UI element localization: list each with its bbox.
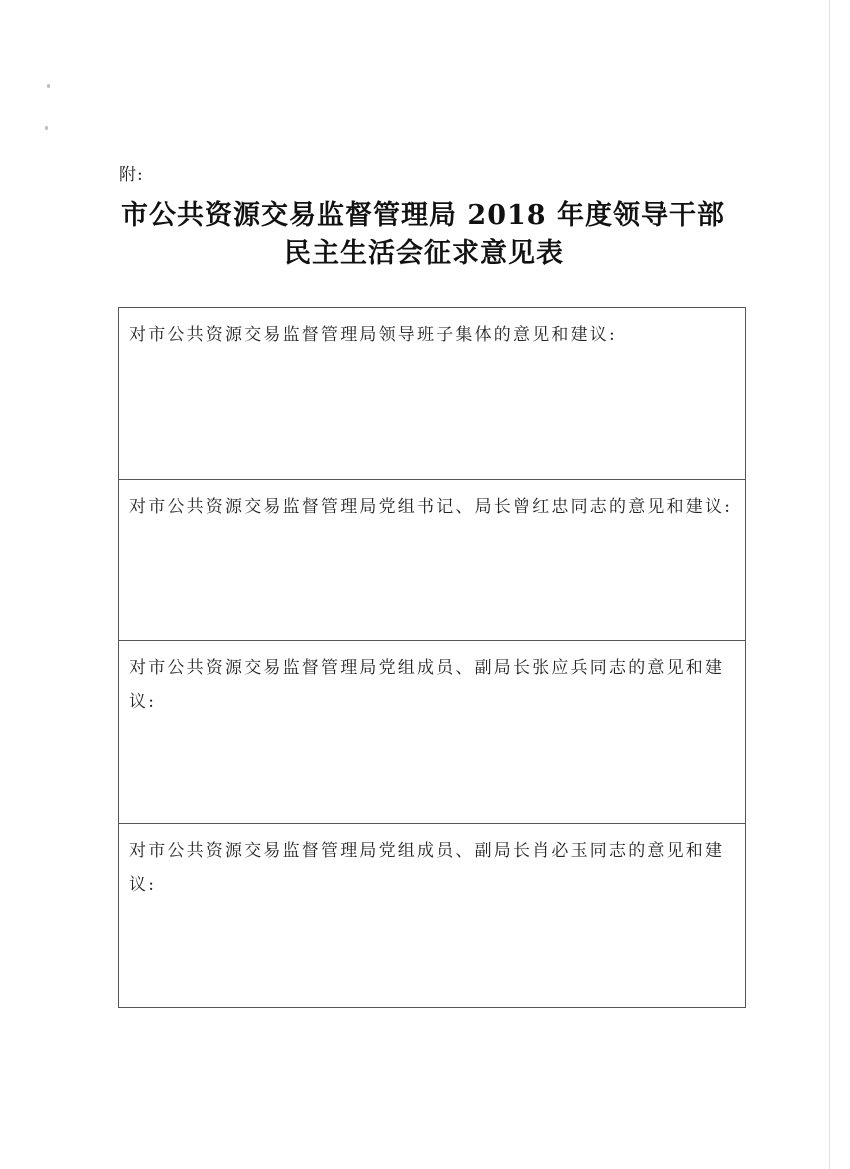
scan-speck — [47, 84, 50, 88]
opinion-prompt: 对市公共资源交易监督管理局党组成员、副局长张应兵同志的意见和建议: — [129, 658, 725, 712]
opinion-prompt: 对市公共资源交易监督管理局党组成员、副局长肖必玉同志的意见和建议: — [129, 841, 725, 895]
document-title-line-1: 市公共资源交易监督管理局 2018 年度领导干部 — [121, 200, 725, 231]
opinion-row-deputy-director-1[interactable] — [119, 641, 745, 824]
opinion-row-deputy-director-2[interactable] — [119, 824, 745, 1007]
attachment-label: 附: — [119, 165, 144, 185]
opinion-form-table — [118, 307, 746, 1008]
opinion-prompt: 对市公共资源交易监督管理局领导班子集体的意见和建议: — [129, 325, 617, 345]
opinion-prompt: 对市公共资源交易监督管理局党组书记、局长曾红忠同志的意见和建议: — [129, 497, 733, 517]
document-title-line-2: 民主生活会征求意见表 — [284, 238, 564, 269]
scan-speck — [45, 126, 48, 130]
page-edge-shadow — [829, 0, 830, 1169]
opinion-row-party-secretary[interactable] — [119, 480, 745, 641]
opinion-row-leadership-team[interactable] — [119, 308, 745, 480]
